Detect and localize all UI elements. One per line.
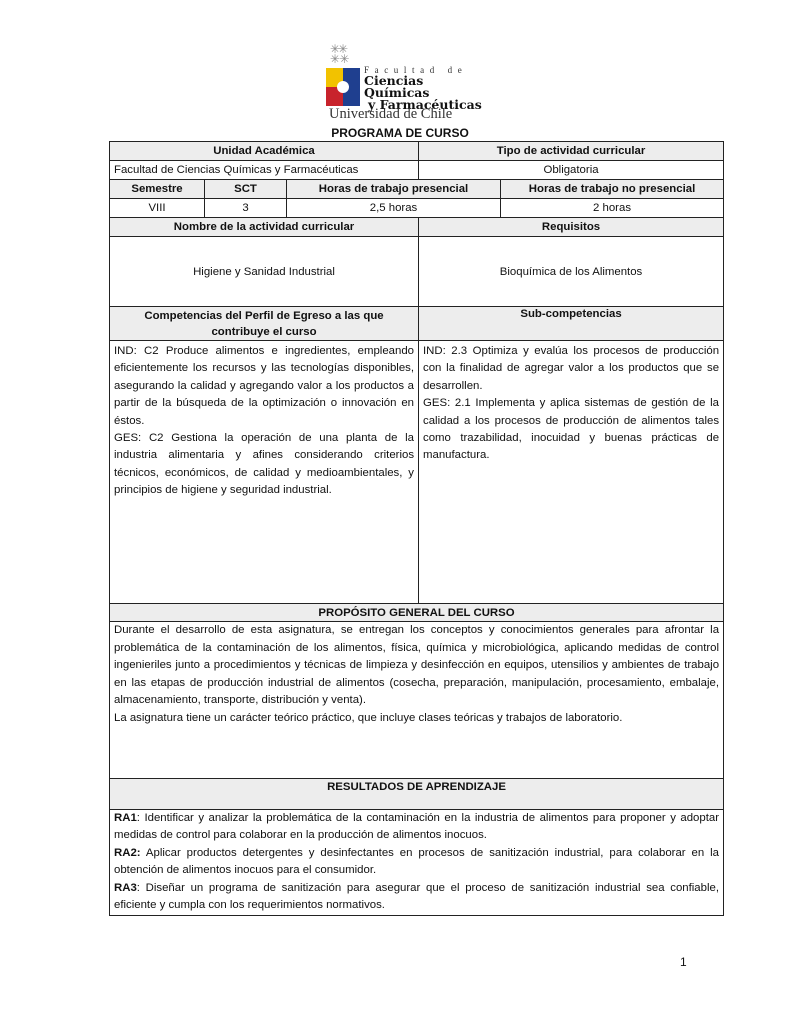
subcompetencia-item: GES: 2.1 Implementa y aplica sistemas de gestión de la calidad a los procesos de producción de alimentos tales como trazabilidad, inocuidad y buenas prácticas de manufactura. [423,397,720,462]
faculty-logo [322,44,482,122]
logo-faculty-name-2: y Farmacéuticas [368,97,482,112]
resultado-code: RA2: [114,846,141,859]
unidad-academica-value: Facultad de Ciencias Químicas y Farmacéuticas [110,161,419,180]
proposito-paragraph: Durante el desarrollo de esta asignatura, se entregan los conceptos y conocimientos generales para afrontar la problemática de la contaminación de los alimentos, física, química y microbiológica, aplicando medidas de control ingenieriles junto a procedimientos y técnicas de limpieza y desinfección en equipos, utensilios y ambientes de trabajo en las etapas de producción industrial de alimentos (cosecha, preparación, manipulación, procesamiento, embalaje, almacenamiento, transporte, distribución y venta). [114,624,720,707]
competencia-item: IND: C2 Produce alimentos e ingredientes, empleando eficientemente los recursos y las tecnologías disponibles, asegurando la calidad y agregando valor a los productos a partir de la búsqueda de la optimización o innovación en éstos. [114,345,415,427]
nombre-actividad-header: Nombre de la actividad curricular [110,218,419,237]
sct-value: 3 [205,199,287,218]
resultados-header: RESULTADOS DE APRENDIZAJE [110,779,724,810]
proposito-paragraph: La asignatura tiene un carácter teórico práctico, que incluye clases teóricas y trabajos de laboratorio. [114,711,623,724]
resultados-cell [110,810,724,916]
proposito-cell [110,622,724,779]
tipo-actividad-header: Tipo de actividad curricular [419,142,724,161]
requisitos-value: Bioquímica de los Alimentos [419,237,724,307]
course-program-table [109,141,724,916]
resultado-item: RA1: Identificar y analizar la problemática de la contaminación en la industria de alimentos para proponer y adoptar medidas de control para colaborar en la producción de alimentos inocuos. [114,812,720,842]
subcompetencias-cell [419,341,724,604]
horas-presencial-value: 2,5 horas [287,199,501,218]
competencias-header: Competencias del Perfil de Egreso a las que contribuye el curso [110,307,419,341]
semestre-value: VIII [110,199,205,218]
resultado-item [114,845,719,880]
resultado-item: RA3: Diseñar un programa de sanitización para asegurar que el proceso de sanitización industrial sea confiable, eficiente y cumpla con los requerimientos normativos. [114,881,720,912]
resultado-text: Identificar y analizar la problemática de la contaminación en la industria de alimentos para proponer y adoptar medidas de control para colaborar en la producción de alimentos inocuos. [114,812,720,842]
university-seal [326,68,360,106]
subcompetencias-header: Sub-competencias [419,307,724,341]
document-title: PROGRAMA DE CURSO [331,126,469,140]
requisitos-header: Requisitos [419,218,724,237]
sparkle-icon: ✳✳ ✳ ✳ [330,42,348,66]
horas-no-presencial-header: Horas de trabajo no presencial [501,180,724,199]
competencia-item: GES: C2 Gestiona la operación de una planta de la industria alimentaria y afines considerando criterios técnicos, económicos, de calidad y medioambientales, y principios de higiene y seguridad industrial. [114,432,415,497]
page-number: 1 [680,955,687,969]
subcompetencia-item: IND: 2.3 Optimiza y evalúa los procesos de producción con la finalidad de agregar valor a los productos que se desarrollen. [423,345,720,392]
logo-university: Universidad de Chile [329,106,453,122]
resultado-text: Aplicar productos detergentes y desinfectantes en procesos de sanitización industrial, para colaborar en la obtención de alimentos inocuos para el consumidor. [114,846,720,877]
resultado-text: Diseñar un programa de sanitización para asegurar que el proceso de sanitización industrial sea confiable, eficiente y cumpla con los requerimientos normativos. [114,881,720,912]
sct-header: SCT [205,180,287,199]
proposito-header: PROPÓSITO GENERAL DEL CURSO [110,604,724,622]
semestre-header: Semestre [110,180,205,199]
resultado-code: RA3 [114,881,137,894]
nombre-actividad-value: Higiene y Sanidad Industrial [110,237,419,307]
competencias-cell [110,341,419,604]
horas-presencial-header: Horas de trabajo presencial [287,180,501,199]
logo-faculty-name-1: Ciencias Químicas [364,73,430,100]
tipo-actividad-value: Obligatoria [419,161,724,180]
logo-faculty-label: Facultad de [364,65,468,75]
unidad-academica-header: Unidad Académica [110,142,419,161]
horas-no-presencial-value: 2 horas [501,199,724,218]
resultado-code: RA1 [114,812,137,824]
